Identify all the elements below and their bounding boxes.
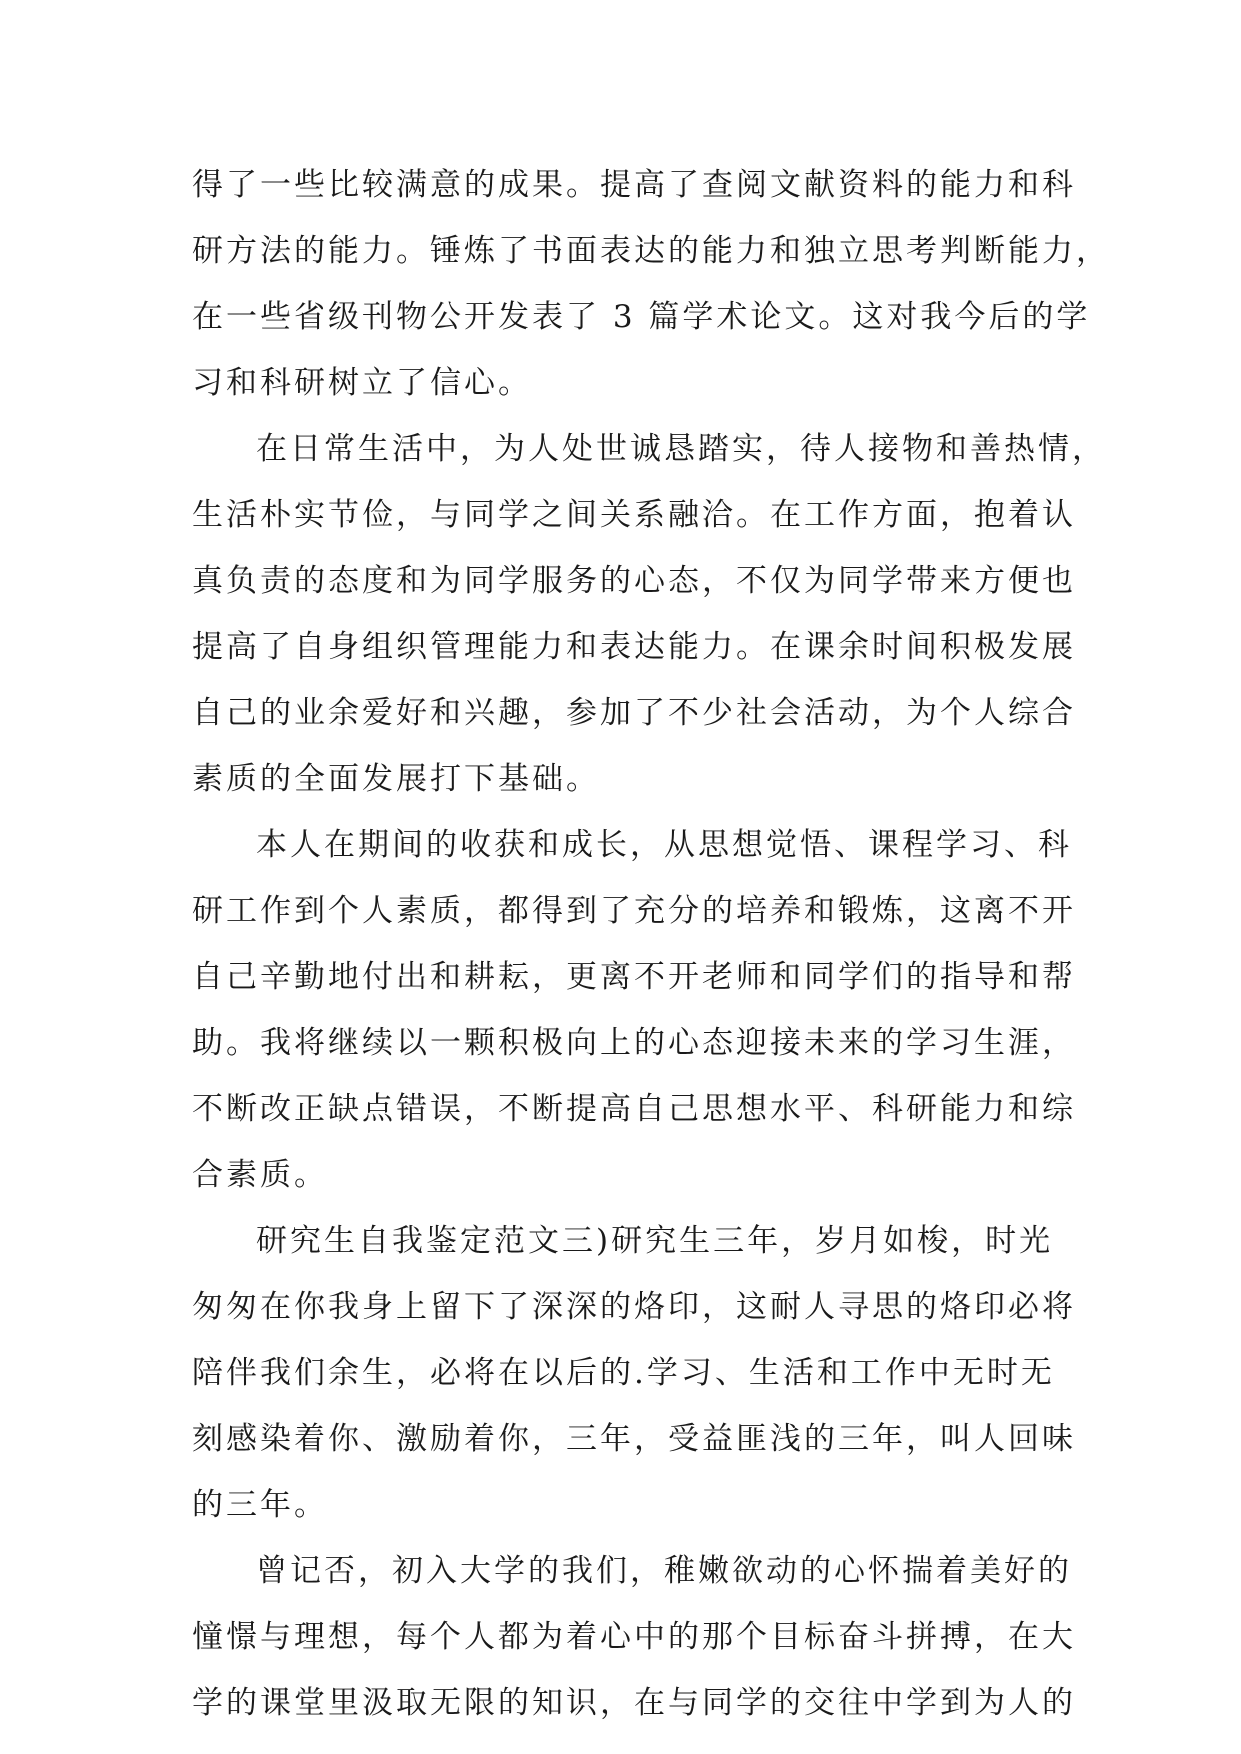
text-line: 真负责的态度和为同学服务的心态，不仅为同学带来方便也	[192, 563, 1076, 599]
text-line: 在一些省级刊物公开发表了 3 篇学术论文。这对我今后的学	[192, 299, 1091, 335]
text-line: 自己辛勤地付出和耕耘，更离不开老师和同学们的指导和帮	[192, 959, 1076, 995]
text-line: 不断改正缺点错误，不断提高自己思想水平、科研能力和综	[192, 1091, 1076, 1127]
text-line: 匆匆在你我身上留下了深深的烙印，这耐人寻思的烙印必将	[192, 1289, 1076, 1325]
text-line: 助。我将继续以一颗积极向上的心态迎接未来的学习生涯，	[192, 1025, 1076, 1061]
text-line: 素质的全面发展打下基础。	[192, 761, 600, 797]
text-line: 研方法的能力。锤炼了书面表达的能力和独立思考判断能力，	[192, 233, 1110, 269]
text-line: 得了一些比较满意的成果。提高了查阅文献资料的能力和科	[192, 167, 1076, 203]
text-line: 陪伴我们余生，必将在以后的.学习、生活和工作中无时无	[192, 1355, 1055, 1391]
text-line: 习和科研树立了信心。	[192, 365, 532, 401]
text-line: 的三年。	[192, 1487, 328, 1523]
text-line: 研工作到个人素质，都得到了充分的培养和锻炼，这离不开	[192, 893, 1076, 929]
body-text	[192, 152, 1110, 1736]
text-line: 生活朴实节俭，与同学之间关系融洽。在工作方面，抱着认	[192, 497, 1076, 533]
text-line: 憧憬与理想，每个人都为着心中的那个目标奋斗拼搏，在大	[192, 1619, 1076, 1655]
text-line: 在日常生活中，为人处世诚恳踏实，待人接物和善热情，	[256, 431, 1106, 467]
text-line: 曾记否，初入大学的我们，稚嫩欲动的心怀揣着美好的	[256, 1553, 1072, 1589]
text-line: 研究生自我鉴定范文三)研究生三年，岁月如梭，时光	[256, 1223, 1054, 1259]
text-line: 本人在期间的收获和成长，从思想觉悟、课程学习、科	[256, 827, 1072, 863]
text-line: 提高了自身组织管理能力和表达能力。在课余时间积极发展	[192, 629, 1076, 665]
text-line: 合素质。	[192, 1157, 328, 1193]
text-line: 刻感染着你、激励着你，三年，受益匪浅的三年，叫人回味	[192, 1421, 1076, 1457]
text-line: 学的课堂里汲取无限的知识，在与同学的交往中学到为人的	[192, 1685, 1076, 1721]
text-line: 自己的业余爱好和兴趣，参加了不少社会活动，为个人综合	[192, 695, 1076, 731]
